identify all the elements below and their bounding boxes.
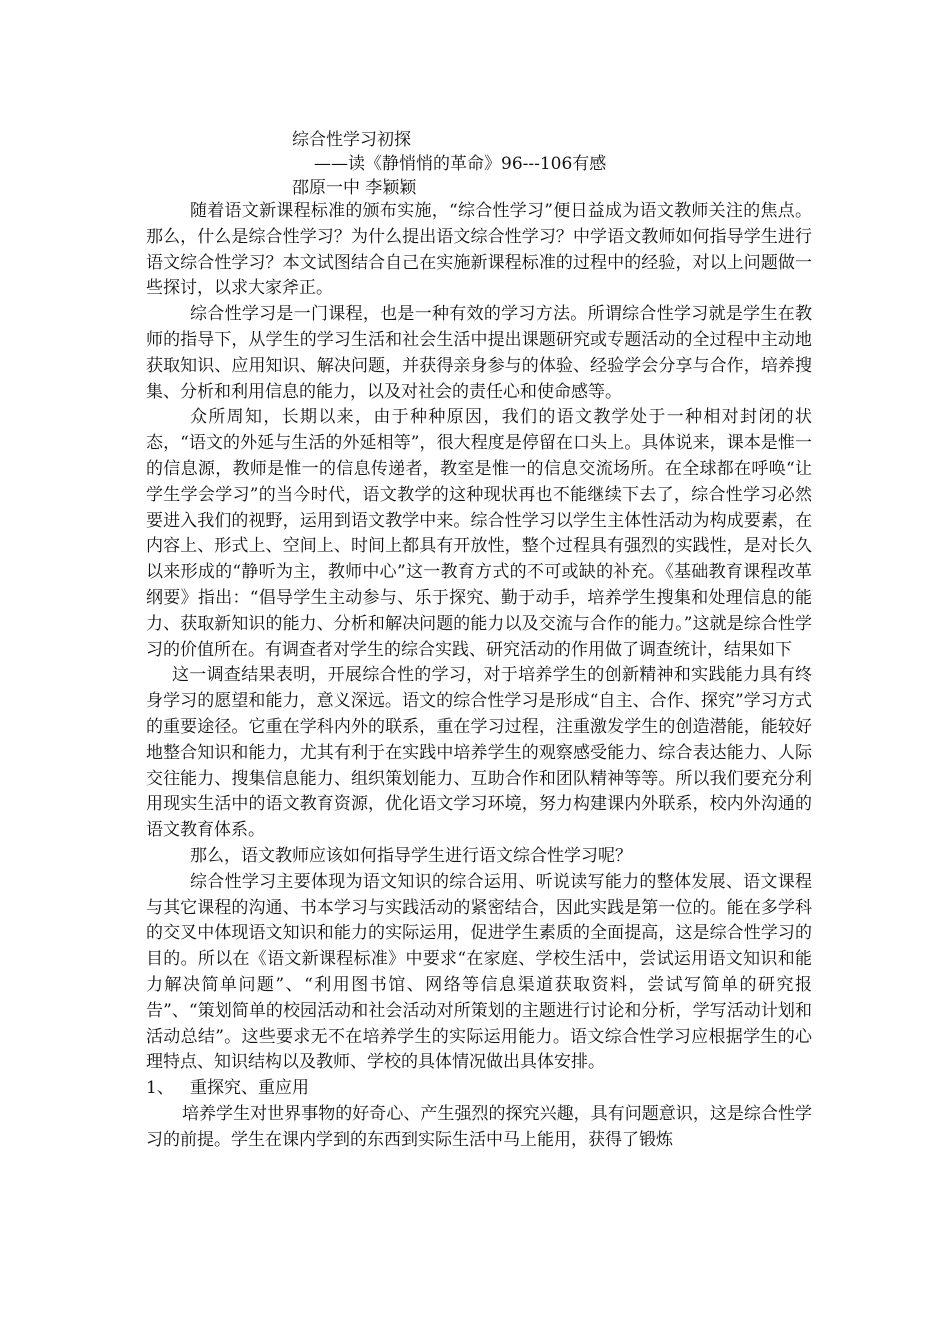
paragraph-question: 那么，语文教师应该如何指导学生进行语文综合性学习呢？ [190, 845, 632, 866]
paragraph-section1: 培养学生对世界事物的好奇心、产生强烈的探究兴趣，具有问题意识，这是综合性学习的前提。学生在课内学到的东西到实际生活中马上能用，获得了锻炼 [146, 1103, 812, 1150]
paragraph-background: 众所周知，长期以来，由于种种原因，我们的语文教学处于一种相对封闭的状态，“语文的外延与生活的外延相等”，很大程度是停留在口头上。具体说来，课本是惟一的信息源，教师是惟一的信息传递者，教室是惟一的信息交流场所。在全球都在呼唤“让学生学会学习”的当今时代，语文教学的这种现状再也不能继续下去了，综合性学习必然要进入我们的视野，运用到语文教学中来。综合性学习以学生主体性活动为构成要素，在内容上、形式上、空间上、时间上都具有开放性，整个过程具有强烈的实践性，是对长久以来形成的“静听为主，教师中心”这一教育方式的不可或缺的补充。《基础教育课程改革纲要》指出：“倡导学生主动参与、乐于探究、勤于动手，培养学生搜集和处理信息的能力、获取新知识的能力、分析和解决问题的能力以及交流与合作的能力。”这就是综合性学习的价值所在。有调查者对学生的综合实践、研究活动的作用做了调查统计，结果如下 [146, 407, 812, 660]
section-heading [146, 1076, 812, 1102]
section-number: 1、 [146, 1078, 174, 1099]
document-author: 邵原一中 李颖颖 [292, 178, 417, 198]
paragraph-intro: 随着语文新课程标准的颁布实施，“综合性学习”便日益成为语文教师关注的焦点。那么，什么是综合性学习？为什么提出语文综合性学习？中学语文教师如何指导学生进行语文综合性学习？本文试图结合自己在实施新课程标准的过程中的经验，对以上问题做一些探讨，以求大家斧正。 [146, 201, 812, 299]
document-subtitle: ——读《静悄悄的革命》96---106有感 [314, 154, 607, 174]
section-heading-text: 重探究、重应用 [190, 1078, 309, 1099]
paragraph-definition: 综合性学习是一门课程，也是一种有效的学习方法。所谓综合性学习就是学生在教师的指导下，从学生的学习生活和社会生活中提出课题研究或专题活动的全过程中主动地获取知识、应用知识、解决问题，并获得亲身参与的体验、经验学会分享与合作，培养搜集、分析和利用信息的能力，以及对社会的责任心和使命感等。 [146, 304, 812, 402]
paragraph-survey-result: 这一调查结果表明，开展综合性的学习，对于培养学生的创新精神和实践能力具有终身学习的愿望和能力，意义深远。语文的综合性学习是形成“自主、合作、探究”学习方式的重要途径。它重在学科内外的联系，重在学习过程，注重激发学生的创造潜能，能较好地整合知识和能力，尤其有利于在实践中培养学生的观察感受能力、综合表达能力、人际交往能力、搜集信息能力、组织策划能力、互助合作和团队精神等等。所以我们要充分利用现实生活中的语文教育资源，优化语文学习环境，努力构建课内外联系，校内外沟通的语文教育体系。 [146, 665, 812, 841]
document-title: 综合性学习初探 [292, 130, 411, 150]
document-body [146, 199, 812, 1153]
paragraph-practice: 综合性学习主要体现为语文知识的综合运用、听说读写能力的整体发展、语文课程与其它课程的沟通、书本学习与实践活动的紧密结合，因此实践是第一位的。能在多学科的交叉中体现语文知识和能力的实际运用，促进学生素质的全面提高，这是综合性学习的目的。所以在《语文新课程标准》中要求“在家庭、学校生活中，尝试运用语文知识和能力解决简单问题”、“利用图书馆、网络等信息渠道获取资料，尝试写简单的研究报告”、“策划简单的校园活动和社会活动对所策划的主题进行讨论和分析，学写活动计划和活动总结”。这些要求无不在培养学生的实际运用能力。语文综合性学习应根据学生的心理特点、知识结构以及教师、学校的具体情况做出具体安排。 [146, 871, 812, 1073]
